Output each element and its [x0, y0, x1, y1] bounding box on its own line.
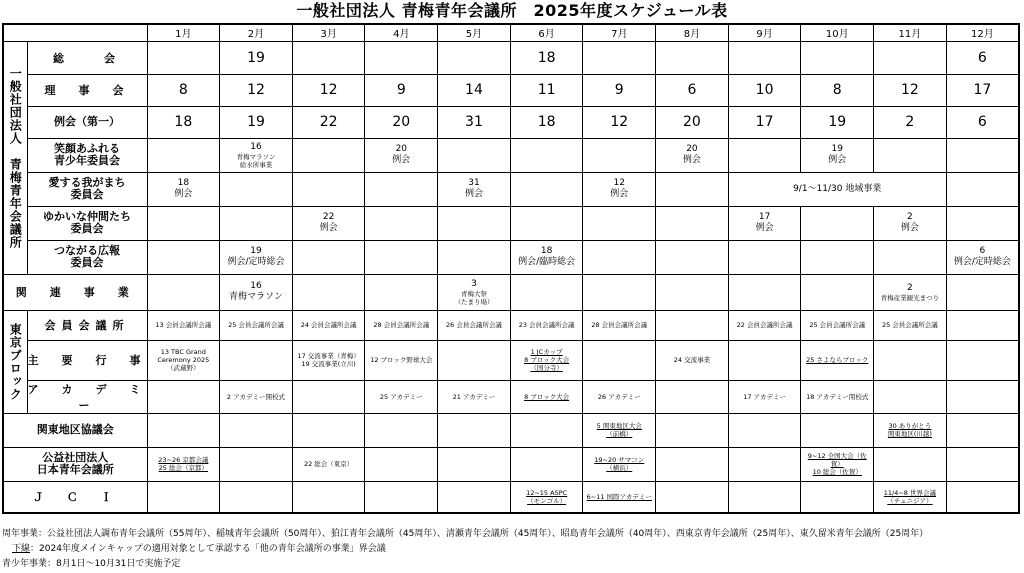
- table-cell: [220, 413, 293, 447]
- table-cell: [365, 240, 438, 274]
- table-cell: [438, 481, 511, 513]
- table-cell: [365, 481, 438, 513]
- table-cell: [656, 138, 729, 172]
- table-cell: [801, 413, 874, 447]
- row-label: 理 事 会: [27, 74, 147, 106]
- table-cell: [292, 172, 365, 206]
- row-tsunagaru: [3, 240, 1019, 274]
- table-cell: [656, 481, 729, 513]
- event-text: 例会: [828, 155, 847, 165]
- table-cell: [656, 240, 729, 274]
- table-cell: 9: [365, 74, 438, 106]
- table-cell: [510, 447, 583, 481]
- row-label: 公益社団法人 日本青年会議所: [3, 447, 147, 481]
- event-text: 例会: [900, 223, 919, 233]
- event-day: 19: [831, 144, 843, 154]
- table-cell: 17 アカデミー: [728, 380, 801, 413]
- row-aisuru: [3, 172, 1019, 206]
- table-cell: 17: [728, 106, 801, 138]
- table-cell: [438, 172, 511, 206]
- table-cell: [946, 240, 1019, 274]
- event-text: 例会/定時総会: [953, 257, 1011, 267]
- row-jci: [3, 481, 1019, 513]
- row-label: Ｊ Ｃ Ｉ: [3, 481, 147, 513]
- table-cell: [220, 481, 293, 513]
- table-cell: 19: [220, 41, 293, 74]
- table-cell: [220, 206, 293, 240]
- table-cell: 17 交流事業（青梅） 19 交流事業(立川): [292, 340, 365, 380]
- table-cell: 8: [147, 74, 220, 106]
- table-cell: [510, 240, 583, 274]
- month-header: 9月: [728, 24, 801, 41]
- table-cell: [656, 41, 729, 74]
- table-cell: [728, 481, 801, 513]
- event-day: 18: [177, 178, 190, 188]
- table-cell: [874, 138, 947, 172]
- row-kaiin: [3, 310, 1019, 340]
- table-cell: [656, 206, 729, 240]
- table-cell: [292, 240, 365, 274]
- table-cell: [656, 172, 729, 206]
- event-day: 2: [907, 212, 913, 222]
- table-cell: [292, 41, 365, 74]
- row-kanren: [3, 274, 1019, 310]
- table-cell: 12: [292, 74, 365, 106]
- table-cell: [583, 41, 656, 74]
- event-text: 青梅大祭 （たまり場）: [454, 289, 494, 306]
- month-header: 11月: [874, 24, 947, 41]
- table-cell: 26 アカデミー: [583, 380, 656, 413]
- table-cell: [292, 481, 365, 513]
- table-cell: 14: [438, 74, 511, 106]
- table-cell: [728, 274, 801, 310]
- table-cell: [365, 274, 438, 310]
- event-text: 例会: [392, 155, 411, 165]
- table-cell: 23~26 京都会議 25 総会（京都）: [147, 447, 220, 481]
- row-label: 主 要 行 事: [27, 340, 147, 380]
- table-cell: 5 関東地区大会 （前橋）: [583, 413, 656, 447]
- table-cell: [147, 240, 220, 274]
- event-text: 例会: [464, 189, 483, 199]
- table-cell: 20: [656, 106, 729, 138]
- table-cell: [728, 138, 801, 172]
- table-cell: 12: [220, 74, 293, 106]
- table-cell: [510, 274, 583, 310]
- table-cell: 18 アカデミー閉校式: [801, 380, 874, 413]
- event-text: 青梅マラソン 給水所事業: [236, 152, 276, 169]
- table-cell: 28 会員会議所会議: [365, 310, 438, 340]
- table-cell: [946, 413, 1019, 447]
- table-cell: 12: [874, 74, 947, 106]
- table-cell: 1 JCカップ 8 ブロック大会 （国分寺）: [510, 340, 583, 380]
- table-cell: [656, 274, 729, 310]
- table-cell: [728, 41, 801, 74]
- table-cell: 22 会員会議所会議: [728, 310, 801, 340]
- table-cell: 12 ブロック野球大会: [365, 340, 438, 380]
- row-academy: [3, 380, 1019, 413]
- table-cell: 11/4~8 世界会議 （チュニジア）: [874, 481, 947, 513]
- table-cell: [292, 413, 365, 447]
- row-label: 笑顔あふれる 青少年委員会: [27, 138, 147, 172]
- event-day: 16: [250, 281, 262, 291]
- month-header: 1月: [147, 24, 220, 41]
- month-header: 10月: [801, 24, 874, 41]
- row-label: つながる広報 委員会: [27, 240, 147, 274]
- table-cell: [438, 274, 511, 310]
- table-cell: 24 交流事業: [656, 340, 729, 380]
- table-cell: 11: [510, 74, 583, 106]
- table-cell: [946, 138, 1019, 172]
- table-cell: [220, 138, 293, 172]
- table-cell: [874, 41, 947, 74]
- table-cell: [728, 447, 801, 481]
- table-cell: [147, 41, 220, 74]
- table-cell: 25 アカデミー: [365, 380, 438, 413]
- footer-youth: 青少年事業：8月1日～10月31日で実施予定: [2, 559, 181, 569]
- month-header: 6月: [510, 24, 583, 41]
- table-cell: 30 ありがとう 関東地区(川越): [874, 413, 947, 447]
- table-cell: [583, 206, 656, 240]
- event-day: 20: [395, 144, 408, 154]
- table-cell: [147, 481, 220, 513]
- footer-anniversary: 周年事業：公益社団法人調布青年会議所（55周年）、稲城青年会議所（50周年）、狛江青年会議所（45周年）、清瀬青年会議所（45周年）、昭島青年会議所（40周年）、西東京青年会議所（25周年）、東久留米青年会議所（25周年）: [2, 529, 929, 539]
- table-cell: 2 アカデミー開校式: [220, 380, 293, 413]
- table-cell: [438, 138, 511, 172]
- event-text: 例会: [319, 223, 338, 233]
- table-cell: [656, 380, 729, 413]
- table-cell: [583, 274, 656, 310]
- table-cell: [656, 310, 729, 340]
- table-cell: [147, 206, 220, 240]
- table-cell: [438, 206, 511, 240]
- table-cell: [946, 310, 1019, 340]
- month-header: 8月: [656, 24, 729, 41]
- table-cell: [656, 447, 729, 481]
- footer-underline-note: [2, 542, 1022, 557]
- table-cell: 21 アカデミー: [438, 380, 511, 413]
- table-cell: 20: [365, 106, 438, 138]
- table-cell: [365, 41, 438, 74]
- table-cell: [365, 172, 438, 206]
- corner-cell: [3, 24, 147, 41]
- group-label-ome: 一般社団法人 青梅青年会議所: [3, 41, 27, 274]
- table-cell: 12~15 ASPC （モンゴル）: [510, 481, 583, 513]
- table-cell: [583, 340, 656, 380]
- table-cell: 8: [801, 74, 874, 106]
- row-shuyo: [3, 340, 1019, 380]
- table-cell: [510, 138, 583, 172]
- table-cell: [292, 274, 365, 310]
- table-cell: [874, 340, 947, 380]
- table-cell: 9: [583, 74, 656, 106]
- event-day: 20: [686, 144, 698, 154]
- month-header: 5月: [438, 24, 511, 41]
- table-cell: 28 会員会議所会議: [583, 310, 656, 340]
- table-cell: 13 会員会議所会議: [147, 310, 220, 340]
- table-cell: 17: [946, 74, 1019, 106]
- event-day: 22: [322, 212, 335, 222]
- table-cell: 25 会員会議所会議: [220, 310, 293, 340]
- table-cell: [874, 447, 947, 481]
- event-text: 例会: [174, 189, 193, 199]
- table-cell: [946, 172, 1019, 206]
- table-cell: [583, 240, 656, 274]
- table-cell: 19: [801, 106, 874, 138]
- table-cell: 8 ブロック大会: [510, 380, 583, 413]
- table-cell: 18: [510, 41, 583, 74]
- table-cell: 24 会員会議所会議: [292, 310, 365, 340]
- event-day: 18: [540, 246, 553, 256]
- row-soukai: [3, 41, 1019, 74]
- table-cell: [147, 413, 220, 447]
- table-cell: 9~12 全国大会（佐賀） 10 総会（佐賀）: [801, 447, 874, 481]
- table-cell: [728, 206, 801, 240]
- month-header-row: [3, 24, 1019, 41]
- table-cell: [728, 240, 801, 274]
- table-cell: 19~20 サマコン （横浜）: [583, 447, 656, 481]
- table-cell: 25 さよならブロック: [801, 340, 874, 380]
- event-day: 19: [250, 246, 262, 256]
- table-cell: 22: [292, 106, 365, 138]
- table-cell: [728, 340, 801, 380]
- table-cell: 18: [147, 106, 220, 138]
- row-label: ア カ デ ミ ー: [27, 380, 147, 413]
- table-cell: 6: [656, 74, 729, 106]
- page-title: 一般社団法人 青梅青年会議所 2025年度スケジュール表: [296, 1, 728, 20]
- event-text: 青梅産業観光まつり: [880, 293, 940, 302]
- row-label: ゆかいな仲間たち 委員会: [27, 206, 147, 240]
- schedule-table: [2, 23, 1020, 514]
- row-label: 会員会議所: [27, 310, 147, 340]
- table-cell: 12: [583, 106, 656, 138]
- table-cell: [220, 274, 293, 310]
- table-cell: [874, 206, 947, 240]
- footer-underline-label: 下線: [12, 544, 31, 554]
- event-day: 17: [758, 212, 771, 222]
- event-span: 9/1～11/30 地域事業: [728, 172, 946, 206]
- event-text: 例会/臨時総会: [518, 257, 576, 267]
- table-cell: [801, 481, 874, 513]
- group-label-tokyo: 東京ブロック: [3, 310, 27, 413]
- table-cell: [438, 41, 511, 74]
- table-cell: [583, 138, 656, 172]
- footer-notes: [2, 527, 1022, 572]
- event-text: 例会: [682, 155, 701, 165]
- table-cell: [292, 138, 365, 172]
- event-text: 青梅マラソン: [228, 292, 283, 302]
- table-cell: [220, 447, 293, 481]
- row-kanto: [3, 413, 1019, 447]
- table-cell: [147, 274, 220, 310]
- table-cell: [365, 138, 438, 172]
- table-cell: [365, 447, 438, 481]
- table-cell: 25 会員会議所会議: [874, 310, 947, 340]
- table-cell: 22 総会（東京）: [292, 447, 365, 481]
- event-day: 2: [907, 282, 913, 293]
- row-label: 関東地区協議会: [3, 413, 147, 447]
- table-cell: 6: [946, 106, 1019, 138]
- table-cell: [438, 413, 511, 447]
- table-cell: [583, 172, 656, 206]
- table-cell: [438, 447, 511, 481]
- table-cell: 31: [438, 106, 511, 138]
- row-label: 総 会: [27, 41, 147, 74]
- table-cell: [946, 447, 1019, 481]
- table-cell: [220, 340, 293, 380]
- table-cell: [728, 413, 801, 447]
- row-label: 例会（第一）: [27, 106, 147, 138]
- table-cell: 6: [946, 41, 1019, 74]
- table-cell: [656, 413, 729, 447]
- table-cell: 18: [510, 106, 583, 138]
- row-egao: [3, 138, 1019, 172]
- table-cell: [874, 380, 947, 413]
- table-cell: 2: [874, 106, 947, 138]
- row-nihon: [3, 447, 1019, 481]
- table-cell: [438, 240, 511, 274]
- table-cell: [438, 340, 511, 380]
- event-day: 16: [250, 141, 262, 152]
- event-text: 例会: [610, 189, 629, 199]
- month-header: 3月: [292, 24, 365, 41]
- table-cell: [147, 138, 220, 172]
- table-cell: [874, 274, 947, 310]
- table-cell: 23 会員会議所会議: [510, 310, 583, 340]
- row-rijikai: [3, 74, 1019, 106]
- table-cell: [510, 172, 583, 206]
- table-cell: [801, 240, 874, 274]
- event-day: 6: [979, 246, 986, 256]
- row-label: 関 連 事 業: [3, 274, 147, 310]
- table-cell: 19: [220, 106, 293, 138]
- footer-underline-text: ：2024年度メインキャップの適用対象として承認する「他の青年会議所の事業」界会議: [30, 544, 386, 554]
- table-cell: 25 会員会議所会議: [801, 310, 874, 340]
- event-text: 例会: [755, 223, 774, 233]
- table-cell: [510, 413, 583, 447]
- table-cell: [220, 172, 293, 206]
- table-cell: [874, 240, 947, 274]
- table-cell: [801, 138, 874, 172]
- table-cell: [801, 206, 874, 240]
- month-header: 7月: [583, 24, 656, 41]
- table-cell: 26 会員会議所会議: [438, 310, 511, 340]
- table-cell: [946, 380, 1019, 413]
- table-cell: 6~11 国際アカデミー: [583, 481, 656, 513]
- table-cell: 13 TBC Grand Ceremony 2025 （武蔵野）: [147, 340, 220, 380]
- table-cell: [147, 172, 220, 206]
- table-cell: [946, 481, 1019, 513]
- row-yukai: [3, 206, 1019, 240]
- table-cell: [292, 380, 365, 413]
- month-header: 2月: [220, 24, 293, 41]
- table-cell: 10: [728, 74, 801, 106]
- table-cell: [292, 206, 365, 240]
- month-header: 12月: [946, 24, 1019, 41]
- table-cell: [946, 274, 1019, 310]
- event-day: 3: [471, 278, 477, 289]
- table-cell: [801, 274, 874, 310]
- month-header: 4月: [365, 24, 438, 41]
- table-cell: [801, 41, 874, 74]
- event-day: 12: [613, 178, 625, 188]
- table-cell: [946, 340, 1019, 380]
- table-cell: [220, 240, 293, 274]
- event-day: 31: [468, 178, 480, 188]
- table-cell: [365, 206, 438, 240]
- event-text: 例会/定時総会: [227, 257, 285, 267]
- table-cell: [946, 206, 1019, 240]
- table-cell: [510, 206, 583, 240]
- row-reikai: [3, 106, 1019, 138]
- row-label: 愛する我がまち 委員会: [27, 172, 147, 206]
- table-cell: [365, 413, 438, 447]
